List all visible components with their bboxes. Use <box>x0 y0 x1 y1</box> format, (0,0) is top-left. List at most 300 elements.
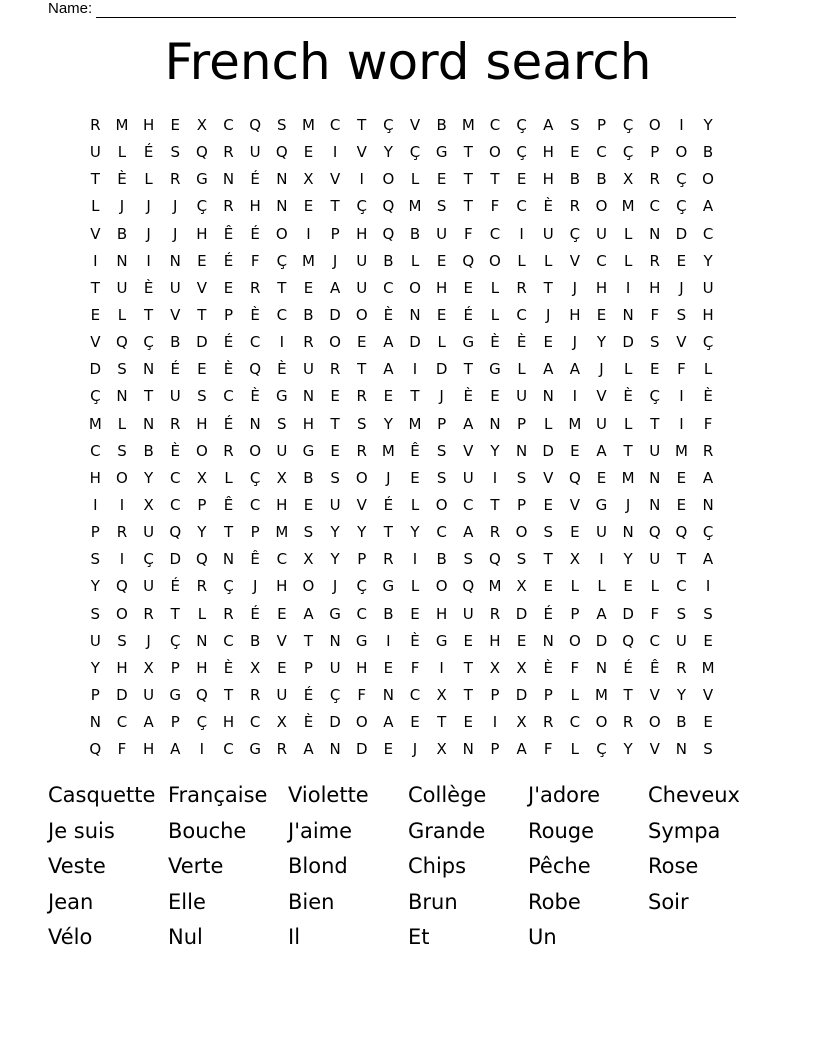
grid-letter[interactable]: J <box>386 468 391 487</box>
grid-letter[interactable]: L <box>570 577 580 596</box>
grid-letter[interactable]: V <box>649 740 660 759</box>
grid-letter[interactable]: B <box>409 224 421 243</box>
grid-letter[interactable]: A <box>383 713 394 732</box>
grid-letter[interactable]: G <box>329 604 341 623</box>
grid-letter[interactable]: L <box>650 577 659 596</box>
grid-letter[interactable]: S <box>170 143 180 162</box>
grid-letter[interactable]: E <box>303 143 314 162</box>
grid-letter[interactable]: X <box>436 685 447 704</box>
grid-letter[interactable]: M <box>621 197 635 216</box>
grid-letter[interactable]: F <box>570 658 580 677</box>
grid-letter[interactable]: V <box>170 305 181 324</box>
grid-letter[interactable]: N <box>276 197 288 216</box>
grid-letter[interactable]: O <box>275 224 288 243</box>
grid-letter[interactable]: J <box>146 224 151 243</box>
grid-letter[interactable]: F <box>650 604 660 623</box>
grid-letter[interactable]: J <box>599 360 604 379</box>
grid-letter[interactable]: V <box>356 495 367 514</box>
grid-letter[interactable]: B <box>383 604 394 623</box>
grid-letter[interactable]: I <box>199 740 205 759</box>
grid-letter[interactable]: I <box>705 577 711 596</box>
grid-letter[interactable]: U <box>542 224 554 243</box>
grid-letter[interactable]: U <box>596 414 607 433</box>
grid-letter[interactable]: U <box>329 495 341 514</box>
grid-letter[interactable]: C <box>676 577 687 596</box>
grid-letter[interactable]: D <box>329 713 341 732</box>
grid-letter[interactable]: N <box>142 360 155 379</box>
grid-letter[interactable]: Y <box>490 441 500 460</box>
grid-letter[interactable]: O <box>382 170 395 189</box>
grid-letter[interactable]: H <box>196 658 208 677</box>
grid-letter[interactable]: X <box>143 495 154 514</box>
grid-letter[interactable]: È <box>117 170 127 189</box>
grid-letter[interactable]: H <box>489 631 501 650</box>
grid-letter[interactable]: T <box>437 713 447 732</box>
grid-letter[interactable]: M <box>674 441 688 460</box>
grid-letter[interactable]: R <box>249 278 261 297</box>
grid-letter[interactable]: Q <box>675 523 688 542</box>
grid-letter[interactable]: T <box>490 495 500 514</box>
grid-letter[interactable]: Ê <box>223 495 234 514</box>
grid-letter[interactable]: N <box>169 251 181 270</box>
grid-letter[interactable]: L <box>410 495 420 514</box>
grid-letter[interactable]: N <box>409 305 421 324</box>
grid-letter[interactable]: Ê <box>223 224 234 243</box>
grid-letter[interactable]: O <box>195 441 208 460</box>
grid-letter[interactable]: G <box>462 333 475 352</box>
grid-letter[interactable]: I <box>439 658 444 677</box>
grid-letter[interactable]: E <box>436 170 447 189</box>
grid-letter[interactable]: Q <box>489 550 501 569</box>
grid-letter[interactable]: L <box>570 740 580 759</box>
grid-letter[interactable]: R <box>622 713 634 732</box>
grid-letter[interactable]: S <box>570 116 580 134</box>
grid-letter[interactable]: E <box>383 740 394 759</box>
grid-letter[interactable]: E <box>410 604 420 623</box>
grid-letter[interactable]: E <box>596 468 607 487</box>
grid-letter[interactable]: C <box>223 631 234 650</box>
grid-letter[interactable]: I <box>386 631 391 650</box>
grid-letter[interactable]: L <box>224 468 233 487</box>
grid-letter[interactable]: O <box>435 577 448 596</box>
grid-letter[interactable]: H <box>702 305 714 324</box>
grid-letter[interactable]: È <box>543 658 553 677</box>
grid-letter[interactable]: N <box>649 468 661 487</box>
grid-letter[interactable]: C <box>90 441 101 460</box>
grid-letter[interactable]: P <box>90 685 100 704</box>
grid-letter[interactable]: Ç <box>329 685 341 704</box>
grid-letter[interactable]: Ê <box>410 441 420 460</box>
grid-letter[interactable]: H <box>649 278 661 297</box>
grid-letter[interactable]: T <box>463 143 473 162</box>
grid-letter[interactable]: S <box>90 604 101 623</box>
grid-letter[interactable]: G <box>302 441 315 460</box>
grid-letter[interactable]: Ç <box>276 251 288 270</box>
grid-letter[interactable]: J <box>252 577 258 596</box>
grid-letter[interactable]: M <box>595 685 608 704</box>
grid-letter[interactable]: N <box>302 387 315 406</box>
grid-letter[interactable]: J <box>439 387 444 406</box>
grid-letter[interactable]: E <box>436 305 447 324</box>
grid-letter[interactable]: T <box>330 197 340 216</box>
grid-letter[interactable]: L <box>197 604 207 623</box>
grid-letter[interactable]: T <box>623 441 633 460</box>
grid-letter[interactable]: C <box>649 631 661 650</box>
grid-letter[interactable]: L <box>410 251 420 270</box>
grid-letter[interactable]: B <box>569 170 580 189</box>
grid-letter[interactable]: B <box>303 468 314 487</box>
grid-letter[interactable]: V <box>649 685 660 704</box>
grid-letter[interactable]: L <box>623 360 633 379</box>
grid-letter[interactable]: O <box>355 468 368 487</box>
grid-letter[interactable]: F <box>703 414 713 433</box>
grid-letter[interactable]: Q <box>89 740 102 759</box>
grid-letter[interactable]: I <box>359 170 364 189</box>
grid-letter[interactable]: S <box>516 550 527 569</box>
grid-letter[interactable]: C <box>356 604 367 623</box>
grid-letter[interactable]: H <box>196 224 208 243</box>
grid-letter[interactable]: I <box>679 116 684 134</box>
grid-letter[interactable]: V <box>276 631 287 650</box>
grid-letter[interactable]: M <box>461 116 475 134</box>
grid-letter[interactable]: R <box>702 441 714 460</box>
grid-letter[interactable]: C <box>569 713 581 732</box>
grid-letter[interactable]: E <box>303 197 314 216</box>
grid-letter[interactable]: A <box>329 278 341 297</box>
grid-letter[interactable]: F <box>410 658 420 677</box>
grid-letter[interactable]: S <box>436 468 447 487</box>
grid-letter[interactable]: R <box>223 441 234 460</box>
grid-letter[interactable]: R <box>143 604 154 623</box>
grid-letter[interactable]: A <box>702 197 714 216</box>
grid-letter[interactable]: F <box>117 740 127 759</box>
grid-letter[interactable]: L <box>544 414 553 433</box>
grid-letter[interactable]: Y <box>703 116 713 134</box>
grid-letter[interactable]: S <box>676 305 687 324</box>
grid-letter[interactable]: A <box>463 414 474 433</box>
grid-letter[interactable]: Q <box>462 577 475 596</box>
grid-letter[interactable]: T <box>90 278 100 297</box>
grid-letter[interactable]: P <box>437 414 447 433</box>
grid-letter[interactable]: E <box>463 631 474 650</box>
grid-letter[interactable]: N <box>116 387 128 406</box>
grid-letter[interactable]: V <box>356 143 367 162</box>
grid-letter[interactable]: L <box>597 577 606 596</box>
grid-letter[interactable]: U <box>675 631 687 650</box>
grid-letter[interactable]: R <box>249 685 261 704</box>
grid-letter[interactable]: P <box>517 495 527 514</box>
grid-letter[interactable]: V <box>463 441 474 460</box>
grid-letter[interactable]: H <box>276 495 288 514</box>
grid-letter[interactable]: R <box>223 604 234 623</box>
grid-letter[interactable]: S <box>356 414 367 433</box>
grid-letter[interactable]: P <box>517 414 527 433</box>
grid-letter[interactable]: U <box>516 387 528 406</box>
grid-letter[interactable]: F <box>650 305 660 324</box>
grid-letter[interactable]: X <box>436 740 447 759</box>
grid-letter[interactable]: É <box>143 143 154 162</box>
grid-letter[interactable]: H <box>142 116 155 134</box>
grid-letter[interactable]: T <box>463 685 473 704</box>
grid-letter[interactable]: Ç <box>90 387 101 406</box>
grid-letter[interactable]: D <box>515 685 528 704</box>
grid-letter[interactable]: Ç <box>516 116 527 134</box>
grid-letter[interactable]: E <box>676 468 687 487</box>
grid-letter[interactable]: O <box>116 604 128 623</box>
grid-letter[interactable]: X <box>516 713 527 732</box>
grid-letter[interactable]: H <box>569 305 581 324</box>
grid-letter[interactable]: H <box>222 713 235 732</box>
grid-letter[interactable]: O <box>648 713 661 732</box>
grid-letter[interactable]: Q <box>195 685 208 704</box>
grid-letter[interactable]: Y <box>676 685 686 704</box>
grid-letter[interactable]: T <box>277 278 287 297</box>
grid-letter[interactable]: X <box>196 468 208 487</box>
grid-letter[interactable]: S <box>117 631 127 650</box>
grid-letter[interactable]: J <box>173 224 178 243</box>
grid-letter[interactable]: È <box>703 387 713 406</box>
grid-letter[interactable]: É <box>383 495 394 514</box>
grid-letter[interactable]: M <box>275 523 289 542</box>
grid-letter[interactable]: Ç <box>356 197 367 216</box>
grid-letter[interactable]: T <box>410 387 420 406</box>
grid-letter[interactable]: Y <box>144 468 154 487</box>
grid-letter[interactable]: T <box>463 170 473 189</box>
grid-letter[interactable]: J <box>119 197 125 216</box>
grid-letter[interactable]: R <box>116 523 128 542</box>
grid-letter[interactable]: P <box>197 495 207 514</box>
grid-letter[interactable]: Ç <box>356 577 367 596</box>
grid-letter[interactable]: T <box>676 550 686 569</box>
grid-letter[interactable]: H <box>276 577 288 596</box>
grid-letter[interactable]: P <box>357 550 367 569</box>
grid-letter[interactable]: O <box>702 170 714 189</box>
grid-letter[interactable]: È <box>303 713 314 732</box>
grid-letter[interactable]: T <box>463 658 473 677</box>
grid-letter[interactable]: C <box>276 305 288 324</box>
grid-letter[interactable]: Y <box>703 251 713 270</box>
grid-letter[interactable]: V <box>676 333 687 352</box>
grid-letter[interactable]: E <box>703 631 713 650</box>
grid-letter[interactable]: Q <box>249 116 262 134</box>
grid-letter[interactable]: Ç <box>249 468 261 487</box>
grid-letter[interactable]: F <box>543 740 553 759</box>
grid-letter[interactable]: O <box>568 631 581 650</box>
grid-letter[interactable]: V <box>702 685 714 704</box>
grid-letter[interactable]: U <box>649 441 661 460</box>
grid-letter[interactable]: M <box>488 577 502 596</box>
grid-letter[interactable]: J <box>332 577 338 596</box>
grid-letter[interactable]: M <box>115 116 129 134</box>
grid-letter[interactable]: T <box>650 414 660 433</box>
grid-letter[interactable]: E <box>383 658 394 677</box>
grid-letter[interactable]: Ç <box>143 333 154 352</box>
grid-letter[interactable]: U <box>462 604 474 623</box>
grid-letter[interactable]: T <box>623 685 633 704</box>
grid-letter[interactable]: A <box>543 360 554 379</box>
grid-letter[interactable]: R <box>489 523 501 542</box>
grid-letter[interactable]: G <box>249 740 261 759</box>
grid-letter[interactable]: U <box>462 468 474 487</box>
grid-letter[interactable]: U <box>89 631 101 650</box>
grid-letter[interactable]: G <box>595 495 608 514</box>
grid-letter[interactable]: Y <box>410 523 420 542</box>
grid-letter[interactable]: J <box>545 305 551 324</box>
grid-letter[interactable]: H <box>89 468 101 487</box>
grid-letter[interactable]: H <box>436 278 448 297</box>
grid-letter[interactable]: U <box>356 278 368 297</box>
grid-letter[interactable]: I <box>519 224 524 243</box>
grid-letter[interactable]: I <box>93 495 98 514</box>
grid-letter[interactable]: P <box>303 658 313 677</box>
grid-letter[interactable]: D <box>515 604 528 623</box>
grid-letter[interactable]: C <box>249 713 261 732</box>
grid-letter[interactable]: N <box>489 414 501 433</box>
grid-letter[interactable]: N <box>702 495 714 514</box>
grid-letter[interactable]: D <box>116 685 128 704</box>
grid-letter[interactable]: E <box>543 333 553 352</box>
grid-letter[interactable]: B <box>116 224 128 243</box>
grid-letter[interactable]: Ç <box>702 523 714 542</box>
grid-letter[interactable]: P <box>596 116 607 134</box>
grid-letter[interactable]: N <box>142 414 155 433</box>
grid-letter[interactable]: È <box>410 631 420 650</box>
grid-letter[interactable]: N <box>515 441 528 460</box>
grid-letter[interactable]: L <box>703 360 713 379</box>
grid-letter[interactable]: U <box>702 278 714 297</box>
grid-letter[interactable]: C <box>329 116 341 134</box>
grid-letter[interactable]: Q <box>648 523 661 542</box>
grid-letter[interactable]: B <box>143 441 154 460</box>
grid-letter[interactable]: P <box>570 604 580 623</box>
grid-letter[interactable]: I <box>492 468 498 487</box>
grid-letter[interactable]: È <box>223 360 234 379</box>
grid-letter[interactable]: I <box>679 387 684 406</box>
grid-letter[interactable]: S <box>303 523 314 542</box>
grid-letter[interactable]: H <box>196 414 208 433</box>
grid-letter[interactable]: É <box>223 333 234 352</box>
grid-letter[interactable]: C <box>223 387 234 406</box>
grid-letter[interactable]: U <box>649 550 661 569</box>
grid-letter[interactable]: A <box>702 468 714 487</box>
grid-letter[interactable]: L <box>410 170 420 189</box>
grid-letter[interactable]: N <box>542 387 554 406</box>
grid-letter[interactable]: E <box>490 387 500 406</box>
grid-letter[interactable]: N <box>222 550 235 569</box>
grid-letter[interactable]: È <box>250 305 260 324</box>
grid-letter[interactable]: U <box>596 523 607 542</box>
grid-letter[interactable]: H <box>249 197 261 216</box>
grid-letter[interactable]: È <box>277 360 287 379</box>
grid-letter[interactable]: D <box>595 631 608 650</box>
grid-letter[interactable]: O <box>329 333 341 352</box>
grid-letter[interactable]: É <box>623 658 633 677</box>
grid-letter[interactable]: U <box>276 441 288 460</box>
grid-letter[interactable]: R <box>170 170 181 189</box>
grid-letter[interactable]: O <box>355 713 368 732</box>
grid-letter[interactable]: U <box>89 143 101 162</box>
grid-letter[interactable]: N <box>649 224 661 243</box>
grid-letter[interactable]: A <box>702 550 714 569</box>
grid-letter[interactable]: C <box>702 224 714 243</box>
grid-letter[interactable]: L <box>570 685 580 704</box>
grid-letter[interactable]: F <box>463 224 473 243</box>
grid-letter[interactable]: P <box>490 740 500 759</box>
grid-letter[interactable]: X <box>622 170 634 189</box>
grid-letter[interactable]: Q <box>195 143 208 162</box>
grid-letter[interactable]: D <box>169 550 182 569</box>
grid-letter[interactable]: X <box>143 658 154 677</box>
grid-letter[interactable]: Ç <box>409 143 421 162</box>
grid-letter[interactable]: Q <box>249 360 262 379</box>
grid-letter[interactable]: U <box>436 224 448 243</box>
grid-letter[interactable]: E <box>197 360 207 379</box>
grid-letter[interactable]: T <box>90 170 100 189</box>
grid-letter[interactable]: L <box>490 305 500 324</box>
grid-letter[interactable]: Q <box>382 197 395 216</box>
grid-letter[interactable]: O <box>116 468 128 487</box>
grid-letter[interactable]: B <box>436 550 447 569</box>
grid-letter[interactable]: E <box>383 387 394 406</box>
grid-letter[interactable]: L <box>623 224 633 243</box>
grid-letter[interactable]: È <box>383 305 394 324</box>
grid-letter[interactable]: O <box>675 143 688 162</box>
grid-letter[interactable]: L <box>117 414 127 433</box>
grid-letter[interactable]: H <box>356 224 368 243</box>
grid-letter[interactable]: H <box>542 170 554 189</box>
grid-letter[interactable]: B <box>676 713 687 732</box>
grid-letter[interactable]: L <box>144 170 153 189</box>
grid-letter[interactable]: O <box>515 523 528 542</box>
grid-letter[interactable]: E <box>303 495 314 514</box>
grid-letter[interactable]: E <box>356 333 367 352</box>
grid-letter[interactable]: Ç <box>383 116 394 134</box>
grid-letter[interactable]: G <box>355 631 368 650</box>
grid-letter[interactable]: V <box>569 495 580 514</box>
grid-letter[interactable]: N <box>249 414 261 433</box>
grid-letter[interactable]: Ç <box>196 197 208 216</box>
grid-letter[interactable]: Q <box>382 224 395 243</box>
grid-letter[interactable]: U <box>329 658 341 677</box>
grid-letter[interactable]: Ê <box>650 658 660 677</box>
grid-letter[interactable]: A <box>383 333 394 352</box>
grid-letter[interactable]: È <box>223 658 234 677</box>
grid-letter[interactable]: Y <box>90 658 100 677</box>
grid-letter[interactable]: S <box>463 550 474 569</box>
grid-letter[interactable]: P <box>90 523 100 542</box>
grid-letter[interactable]: E <box>277 658 287 677</box>
grid-letter[interactable]: R <box>223 143 234 162</box>
grid-letter[interactable]: J <box>146 631 151 650</box>
grid-letter[interactable]: L <box>117 143 127 162</box>
grid-letter[interactable]: H <box>542 143 554 162</box>
grid-letter[interactable]: G <box>435 143 448 162</box>
grid-letter[interactable]: B <box>702 143 714 162</box>
grid-letter[interactable]: T <box>490 170 500 189</box>
grid-letter[interactable]: O <box>489 143 501 162</box>
grid-letter[interactable]: Q <box>195 550 208 569</box>
grid-letter[interactable]: E <box>463 713 474 732</box>
grid-letter[interactable]: X <box>516 577 527 596</box>
grid-letter[interactable]: N <box>196 631 208 650</box>
grid-letter[interactable]: R <box>649 170 660 189</box>
grid-letter[interactable]: Y <box>330 550 340 569</box>
grid-letter[interactable]: C <box>489 224 501 243</box>
grid-letter[interactable]: Y <box>623 550 633 569</box>
grid-letter[interactable]: E <box>170 116 180 134</box>
grid-letter[interactable]: O <box>355 305 368 324</box>
grid-letter[interactable]: Y <box>383 143 393 162</box>
